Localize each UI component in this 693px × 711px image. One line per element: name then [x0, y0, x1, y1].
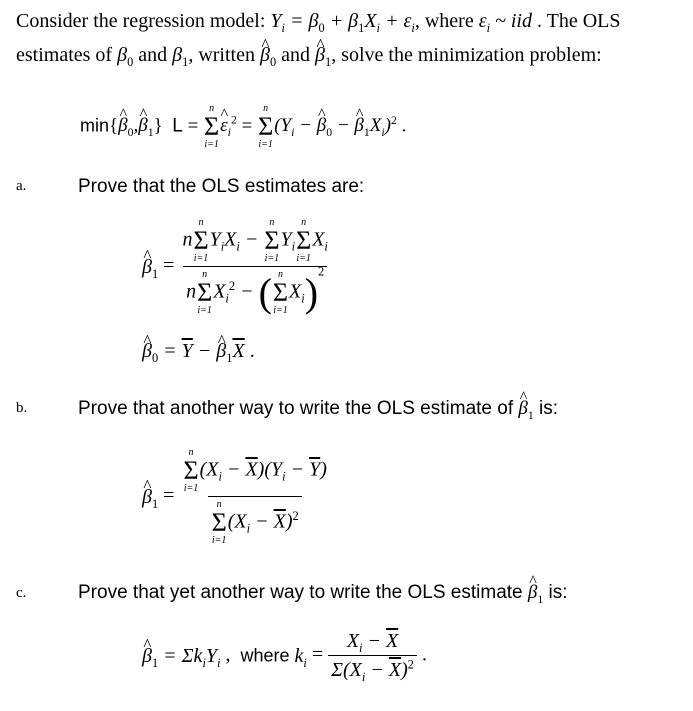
part-a-beta0-formula: ^ $\beta_0 = \overline{Y}$ − ^ $\beta_1\overline{X}$ . — [142, 340, 255, 363]
intro-text-written: , written — [188, 44, 255, 66]
part-a-beta1-formula: ^ $\beta_1$ = n n Σ i=1 $Y_iX_i$ − n Σ i=1 $Y_i$ n Σ i=1 $X_i$ n n Σ i=1 $X_i^2$ − ( n Σ i=1 $X_i)^2$ — [142, 218, 331, 316]
intro-text-solve: , solve the minimization problem: — [331, 44, 602, 66]
part-b-prompt: Prove that another way to write the OLS estimate of ^ $\beta_1$ is: — [78, 398, 558, 420]
intro-line-1: Consider the regression model: $Y_i = \beta_0 + \beta_1X_i + \varepsilon_i$, where $\varepsilon_i$ ~ iid . The OLS — [16, 10, 621, 35]
part-a-label: a. — [16, 178, 27, 194]
intro-line-2: estimates of $\beta_0$ and $\beta_1$, written ^ $\beta_0$ and ^ $\beta_1$, solve the minimization problem: — [16, 44, 602, 67]
part-b-label: b. — [16, 400, 28, 416]
part-c-prompt: Prove that yet another way to write the OLS estimate ^ $\beta_1$ is: — [78, 582, 568, 604]
intro-text-1: Consider the regression model: — [16, 10, 266, 32]
part-a-prompt: Prove that the OLS estimates are: — [78, 176, 365, 197]
intro-text-where: where — [424, 10, 474, 32]
intro-text-ols: The OLS — [546, 10, 621, 32]
part-b-formula: ^ $\beta_1$ = n Σ i=1 $(X_i - \overline{X})(Y_i - \overline{Y})$ n Σ i=1 $(X_i - \overline{X})^2$ — [142, 448, 330, 546]
error-distribution: $\varepsilon_i$ ~ iid — [478, 10, 532, 35]
minimization-objective: min{^ $\beta_0,\^{}$ $\beta_1$} L = n Σ i=1 ^ $\varepsilon_i^2$ = n Σ i=1 ($Y_i$ − ^ $\beta_0$ − ^ $\beta_1X_i)^2$ . — [80, 104, 406, 150]
part-c-formula: ^ $\beta_1 = \Sigma k_iY_i$ , where $k_i$ = $\frac{X_i - \overline{X}}{\Sigma(X_i - \overline{X})^2}$ . — [142, 630, 427, 682]
regression-model-equation: $Y_i = \beta_0 + \beta_1X_i + \varepsilon_i$ — [270, 10, 415, 35]
part-c-label: c. — [16, 585, 27, 601]
intro-text-2: estimates of — [16, 44, 113, 66]
